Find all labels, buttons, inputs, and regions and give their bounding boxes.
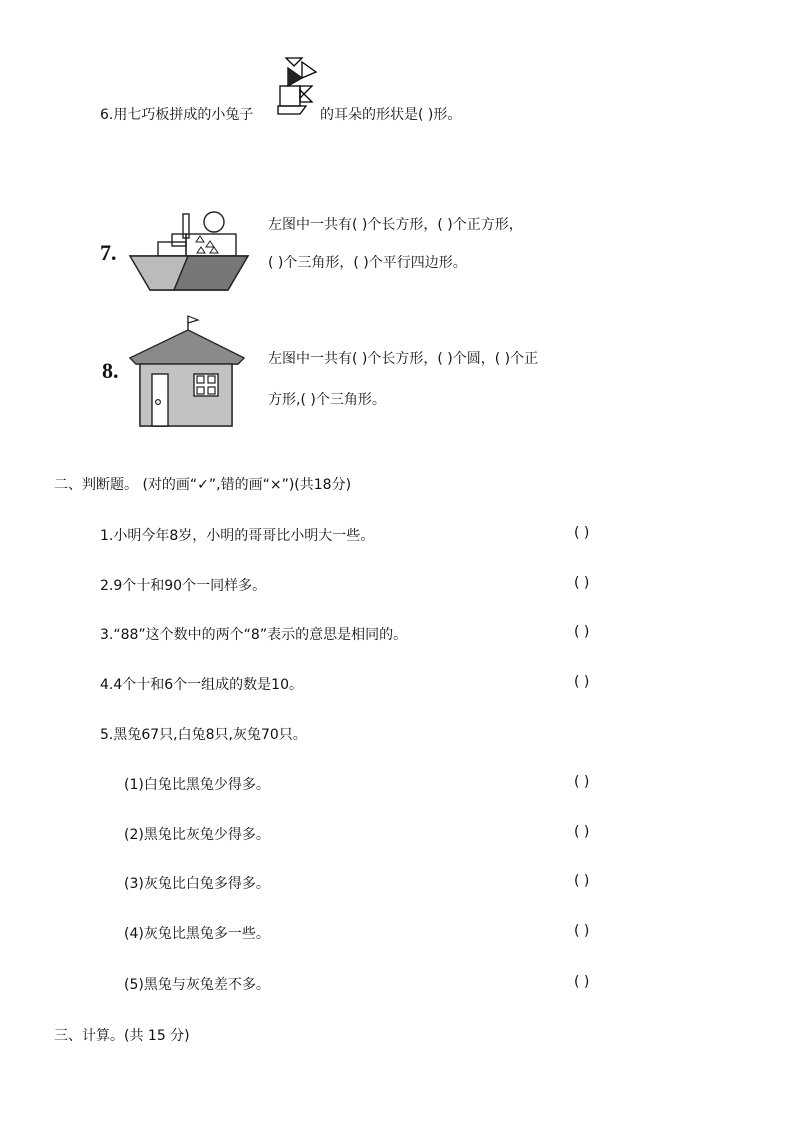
q8-line2: 方形,( )个三角形。: [268, 392, 386, 408]
judgment-5-3-text: (3)灰兔比白兔多得多。: [124, 876, 270, 892]
q8-line1: 左图中一共有( )个长方形，( )个圆，( )个正: [268, 351, 539, 367]
q7-number: 7.: [100, 240, 117, 265]
judgment-5-3-answer[interactable]: ( ): [574, 873, 590, 889]
boat-figure: [128, 210, 250, 292]
q8-number: 8.: [102, 358, 119, 383]
judgment-5-text: 5.黑兔67只,白兔8只,灰兔70只。: [100, 727, 307, 743]
judgment-4-text: 4.4个十和6个一组成的数是10。: [100, 677, 303, 693]
judgment-2-answer[interactable]: ( ): [574, 575, 590, 591]
q7-line2: ( )个三角形，( )个平行四边形。: [268, 255, 467, 271]
judgment-5-2-text: (2)黑兔比灰兔少得多。: [124, 827, 270, 843]
judgment-5-4-text: (4)灰兔比黑兔多一些。: [124, 926, 270, 942]
judgment-5-5-answer[interactable]: ( ): [574, 974, 590, 990]
house-figure: [128, 314, 246, 428]
judgment-5-1-text: (1)白兔比黑兔少得多。: [124, 777, 270, 793]
judgment-5-2-answer[interactable]: ( ): [574, 824, 590, 840]
q6-text-before: 6.用七巧板拼成的小兔子: [100, 107, 254, 123]
q7-line1: 左图中一共有( )个长方形，( )个正方形，: [268, 217, 523, 233]
judgment-2-text: 2.9个十和90个一同样多。: [100, 578, 267, 594]
judgment-1-text: 1.小明今年8岁，小明的哥哥比小明大一些。: [100, 528, 375, 544]
judgment-4-answer[interactable]: ( ): [574, 674, 590, 690]
judgment-1-answer[interactable]: ( ): [574, 525, 590, 541]
judgment-5-4-answer[interactable]: ( ): [574, 923, 590, 939]
judgment-5-5-text: (5)黑兔与灰兔差不多。: [124, 977, 270, 993]
tangram-rabbit-figure: [276, 56, 320, 118]
section2-title: 二、判断题。 (对的画“✓”,错的画“×”)(共18分): [54, 477, 352, 493]
judgment-5-1-answer[interactable]: ( ): [574, 774, 590, 790]
judgment-3-text: 3.“88”这个数中的两个“8”表示的意思是相同的。: [100, 627, 408, 643]
q6-text-after: 的耳朵的形状是( )形。: [320, 107, 462, 123]
judgment-3-answer[interactable]: ( ): [574, 624, 590, 640]
section3-title: 三、计算。(共 15 分): [54, 1028, 190, 1044]
